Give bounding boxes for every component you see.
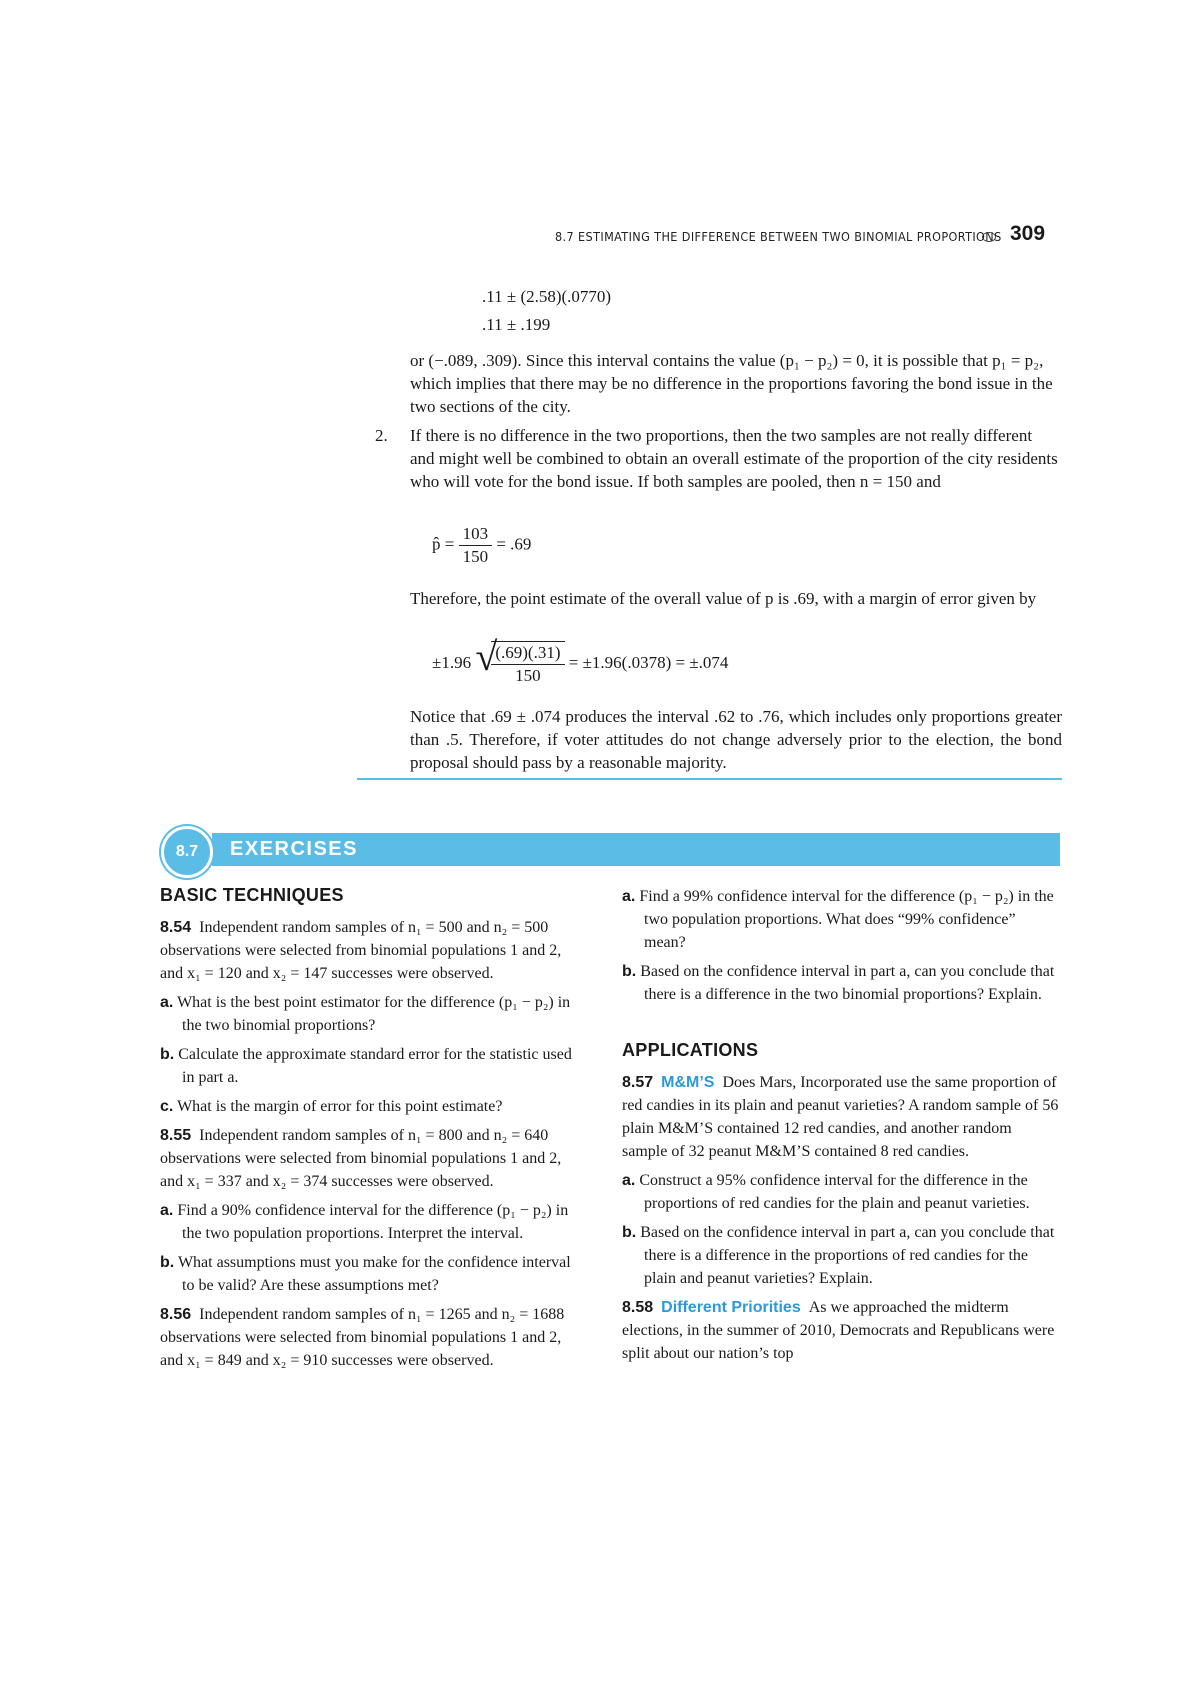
exercises-title: EXERCISES <box>230 838 358 860</box>
exercise-8-55-b: b. What assumptions must you make for the confidence interval to be valid? Are these assumptions met? <box>160 1254 571 1294</box>
square-root-icon: √ $\frac{(.69)(.31)}{150}$ <box>475 641 564 687</box>
exercise-8-57: 8.57 M&M’S Does Mars, Incorporated use the same proportion of red candies in its plain and peanut varieties? A random sample of 56 plain M&M’S contained 12 red candies, and another random sample of 32 peanut M&M’S contained 8 red candies. <box>622 1074 1059 1160</box>
exercise-8-54: 8.54 Independent random samples of n₁ = 500 and n₂ = 500 observations were selected from binomial populations 1 and 2, and x₁ = 120 and x₂ = 147 successes were observed. <box>160 919 562 982</box>
solution-paragraph-4: Notice that .69 ± .074 produces the interval .62 to .76, which includes only proportions greater than .5. Therefore, if voter attitudes do not change adversely prior to the election, the bond proposal should pass by a reasonable majority. <box>410 707 1062 772</box>
exercises-left-column <box>160 885 580 1372</box>
moe-rhs: = ±1.96(.0378) = ±.074 <box>568 652 729 672</box>
moe-lhs: ±1.96 <box>432 652 472 672</box>
exercise-8-56: 8.56 Independent random samples of n₁ = 1265 and n₂ = 1688 observations were selected from binomial populations 1 and 2, and x₁ = 849 and x₂ = 910 successes were observed. <box>160 1306 565 1369</box>
equation-line-2: .11 ± .199 <box>482 315 551 334</box>
exercise-8-54-c: c. What is the margin of error for this point estimate? <box>160 1098 503 1115</box>
header-circle-icon <box>982 232 996 242</box>
phat-denominator: 150 <box>462 547 489 566</box>
section-badge: 8.7 <box>161 826 213 878</box>
exercises-right-column <box>622 885 1060 1365</box>
exercise-8-57-a: a. Construct a 95% confidence interval for the difference in the proportions of red candies for the plain and peanut varieties. <box>622 1172 1030 1212</box>
solution-paragraph-3: Therefore, the point estimate of the overall value of p is .69, with a margin of error given by <box>410 589 1037 608</box>
phat-numerator: 103 <box>459 523 493 546</box>
moe-numerator: (.69)(.31) <box>491 642 564 665</box>
section-divider <box>357 778 1062 780</box>
solution-paragraph-2: If there is no difference in the two proportions, then the two samples are not really different and might well be combined to obtain an overall estimate of the proportion of the city residents who will vote for the bond issue. If both samples are pooled, then n = 150 and <box>410 426 1058 491</box>
exercise-8-55-a: a. Find a 90% confidence interval for the difference (p₁ − p₂) in the two population proportions. Interpret the interval. <box>160 1202 569 1242</box>
page-number: 309 <box>1010 222 1046 245</box>
solution-block <box>410 349 1060 418</box>
exercise-8-57-b: b. Based on the confidence interval in part a, can you conclude that there is a difference in the proportions of red candies for the plain and peanut varieties? Explain. <box>622 1224 1055 1287</box>
solution-paragraph-1: or (−.089, .309). Since this interval contains the value (p₁ − p₂) = 0, it is possible that p₁ = p₂, which implies that there may be no difference in the proportions favoring the bond issue in the two sections of the city. <box>410 351 1053 416</box>
basic-techniques-heading: BASIC TECHNIQUES <box>160 885 344 905</box>
running-header-title: 8.7 ESTIMATING THE DIFFERENCE BETWEEN TWO BINOMIAL PROPORTIONS <box>555 229 1002 244</box>
phat-equation <box>432 523 531 568</box>
exercise-8-55: 8.55 Independent random samples of n₁ = 800 and n₂ = 640 observations were selected from binomial populations 1 and 2, and x₁ = 337 and x₂ = 374 successes were observed. <box>160 1127 562 1190</box>
moe-denominator: 150 <box>515 666 541 685</box>
solution-item-number: 2. <box>375 426 388 445</box>
exercise-8-54-a: a. What is the best point estimator for the difference (p₁ − p₂) in the two binomial proportions? <box>160 994 571 1034</box>
exercise-8-58: 8.58 Different Priorities As we approached the midterm elections, in the summer of 2010, Democrats and Republicans were split about our nation’s top <box>622 1299 1055 1362</box>
applications-heading: APPLICATIONS <box>622 1040 759 1060</box>
phat-fraction <box>459 523 493 568</box>
exercise-8-56-b: b. Based on the confidence interval in part a, can you conclude that there is a difference in the two binomial proportions? Explain. <box>622 963 1055 1003</box>
equation-line-1: .11 ± (2.58)(.0770) <box>482 287 612 306</box>
exercise-8-56-a: a. Find a 99% confidence interval for the difference (p₁ − p₂) in the two population proportions. What does “99% confidence” mean? <box>622 888 1054 951</box>
phat-rhs: = .69 <box>496 534 532 554</box>
margin-of-error-equation <box>432 634 729 687</box>
phat-lhs: p̂ = <box>432 534 455 554</box>
exercise-8-54-b: b. Calculate the approximate standard error for the statistic used in part a. <box>160 1046 572 1086</box>
